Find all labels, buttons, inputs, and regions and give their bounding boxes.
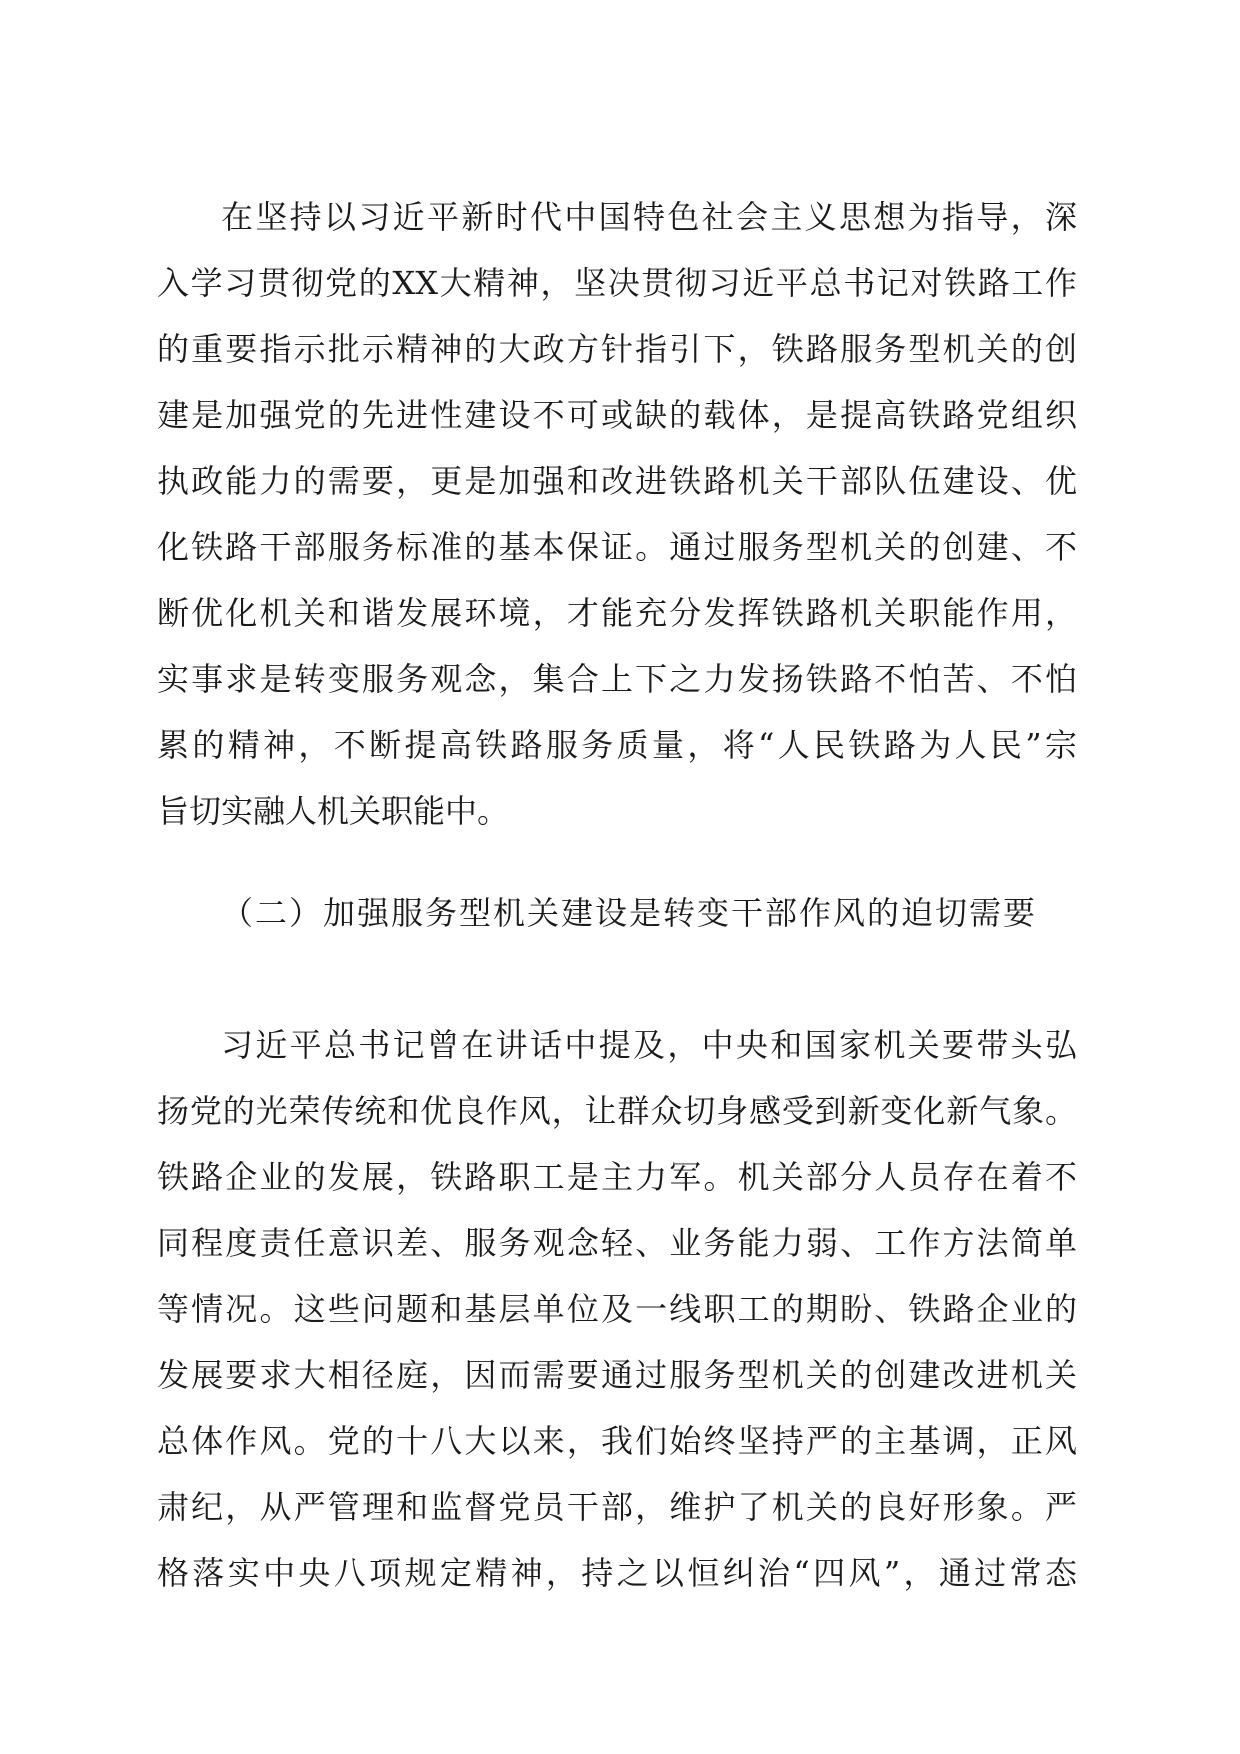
paragraph-line: 发展要求大相径庭，因而需要通过服务型机关的创建改进机关 — [157, 1356, 1077, 1394]
paragraph-1 — [157, 184, 1077, 844]
paragraph-line: 累的精神，不断提高铁路服务质量，将“人民铁路为人民”宗 — [157, 726, 1077, 764]
paragraph-line: 断优化机关和谐发展环境，才能充分发挥铁路机关职能作用， — [157, 594, 1077, 632]
paragraph-line: 习近平总书记曾在讲话中提及，中央和国家机关要带头弘 — [221, 1026, 1077, 1064]
paragraph-line: 的重要指示批示精神的大政方针指引下，铁路服务型机关的创 — [157, 330, 1077, 368]
paragraph-line: 建是加强党的先进性建设不可或缺的载体，是提高铁路党组织 — [157, 396, 1077, 434]
paragraph-line: 执政能力的需要，更是加强和改进铁路机关干部队伍建设、优 — [157, 462, 1077, 500]
paragraph-2 — [157, 1012, 1077, 1606]
paragraph-line: 等情况。这些问题和基层单位及一线职工的期盼、铁路企业的 — [157, 1290, 1077, 1328]
paragraph-line: 铁路企业的发展，铁路职工是主力军。机关部分人员存在着不 — [157, 1158, 1077, 1196]
paragraph-line: 格落实中央八项规定精神，持之以恒纠治“四风”，通过常态 — [157, 1554, 1077, 1592]
paragraph-line: 在坚持以习近平新时代中国特色社会主义思想为指导，深 — [221, 198, 1077, 236]
paragraph-line: 肃纪，从严管理和监督党员干部，维护了机关的良好形象。严 — [157, 1488, 1077, 1526]
section-heading: （二）加强服务型机关建设是转变干部作风的迫切需要 — [221, 894, 1038, 932]
paragraph-line: 总体作风。党的十八大以来，我们始终坚持严的主基调，正风 — [157, 1422, 1077, 1460]
paragraph-line: 化铁路干部服务标准的基本保证。通过服务型机关的创建、不 — [157, 528, 1077, 566]
paragraph-line: 实事求是转变服务观念，集合上下之力发扬铁路不怕苦、不怕 — [157, 660, 1077, 698]
paragraph-line: 同程度责任意识差、服务观念轻、业务能力弱、工作方法简单 — [157, 1224, 1077, 1262]
paragraph-line: 旨切实融人机关职能中。 — [157, 792, 510, 830]
paragraph-line: 扬党的光荣传统和优良作风，让群众切身感受到新变化新气象。 — [157, 1092, 1077, 1130]
paragraph-line: 入学习贯彻党的XX大精神，坚决贯彻习近平总书记对铁路工作 — [157, 264, 1077, 302]
